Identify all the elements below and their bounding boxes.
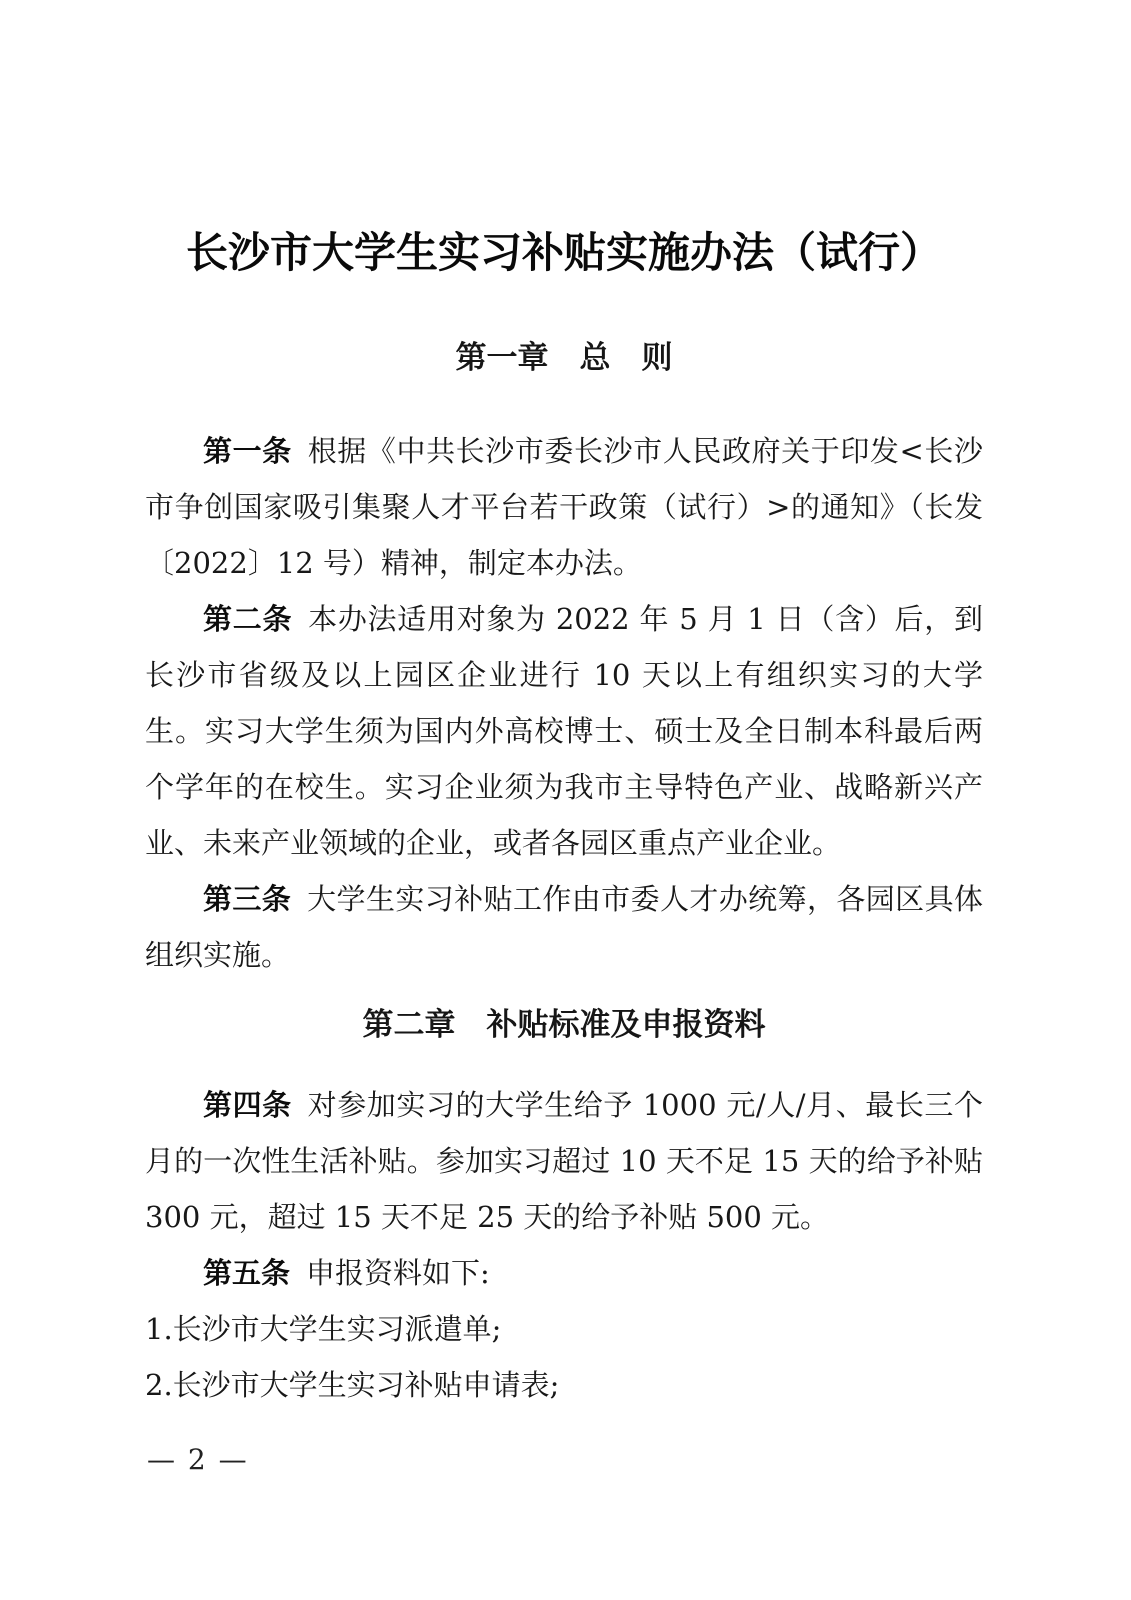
article-3-label: 第三条 — [203, 882, 292, 916]
article-3-paragraph — [145, 871, 983, 983]
article-1-paragraph — [145, 423, 983, 591]
list-item-2: 2.长沙市大学生实习补贴申请表; — [145, 1368, 560, 1402]
article-3-text: 大学生实习补贴工作由市委人才办统筹，各园区具体组织实施。 — [145, 882, 983, 972]
chapter-2-heading: 第二章 补贴标准及申报资料 — [362, 1007, 766, 1043]
list-item-1: 1.长沙市大学生实习派遣单; — [145, 1312, 502, 1346]
article-5-text: 申报资料如下: — [305, 1256, 490, 1290]
article-5-paragraph — [145, 1245, 983, 1301]
article-2-text: 本办法适用对象为 2022 年 5 月 1 日（含）后，到长沙市省级及以上园区企业进行 10 天以上有组织实习的大学生。实习大学生须为国内外高校博士、硕士及全日制本科最后两个学年的在校生。实习企业须为我市主导特色产业、战略新兴产业、未来产业领域的企业，或者各园区重点产业企业。 — [145, 602, 983, 860]
article-1-label: 第一条 — [203, 434, 292, 468]
chapter-1-heading: 第一章 总 则 — [455, 340, 673, 376]
document-title: 长沙市大学生实习补贴实施办法（试行） — [185, 228, 942, 277]
article-4-label: 第四条 — [203, 1088, 292, 1122]
article-2-paragraph — [145, 591, 983, 871]
article-4-text: 对参加实习的大学生给予 1000 元/人/月、最长三个月的一次性生活补贴。参加实习超过 10 天不足 15 天的给予补贴 300 元，超过 15 天不足 25 天的给予补贴 500 元。 — [145, 1088, 983, 1234]
document-content — [145, 0, 983, 1413]
article-2-label: 第二条 — [203, 602, 293, 636]
article-1-text: 根据《中共长沙市委长沙市人民政府关于印发<长沙市争创国家吸引集聚人才平台若干政策（试行）>的通知》（长发〔2022〕12 号）精神，制定本办法。 — [145, 434, 983, 580]
article-5-label: 第五条 — [203, 1256, 291, 1290]
page-number: — 2 — — [147, 1443, 249, 1476]
article-4-paragraph — [145, 1077, 983, 1245]
